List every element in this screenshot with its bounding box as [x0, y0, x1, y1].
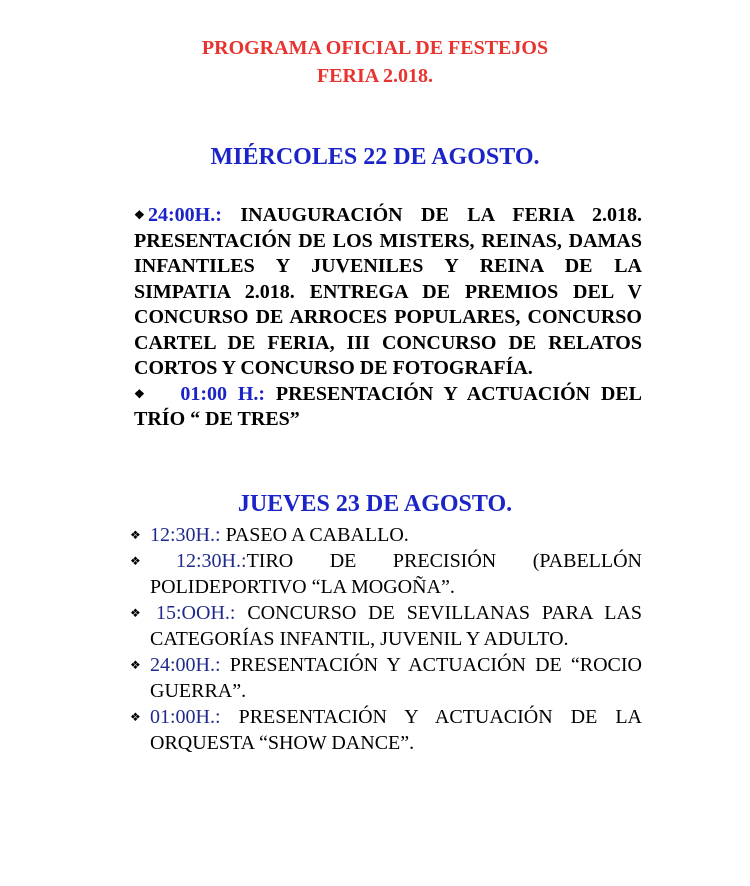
- event-time: 12:30H.:: [176, 550, 247, 572]
- event-time: 01:00 H.:: [180, 382, 266, 405]
- diamond-dots-icon: ❖: [134, 208, 145, 222]
- event-text: PRESENTACIÓN Y ACTUACIÓN DE “ROCIO GUERRA”.: [150, 654, 642, 702]
- event-text: TIRO DE PRECISIÓN (PABELLÓN POLIDEPORTIVO “LA MOGOÑA”.: [150, 550, 642, 598]
- event-item: [130, 522, 642, 548]
- event-text: PASEO A CABALLO.: [225, 524, 409, 546]
- diamond-dots-icon: ❖: [130, 710, 141, 724]
- diamond-dots-icon: ❖: [134, 386, 145, 401]
- program-subtitle: FERIA 2.018.: [316, 65, 434, 87]
- event-time: 15:OOH.:: [156, 602, 236, 624]
- diamond-dots-icon: ❖: [130, 554, 141, 568]
- event-item: [134, 203, 642, 382]
- event-item: [130, 652, 642, 704]
- thursday-events: [130, 522, 642, 756]
- program-title: PROGRAMA OFICIAL DE FESTEJOS: [201, 37, 549, 59]
- event-time: 12:30H.:: [150, 524, 221, 546]
- event-text: PRESENTACIÓN Y ACTUACIÓN DE LA ORQUESTA “SHOW DANCE”.: [150, 706, 642, 754]
- diamond-dots-icon: ❖: [130, 528, 141, 542]
- wednesday-title: MIÉRCOLES 22 DE AGOSTO.: [210, 144, 540, 170]
- thursday-title: JUEVES 23 DE AGOSTO.: [237, 491, 513, 517]
- event-time: 24:00H.:: [150, 654, 221, 676]
- diamond-dots-icon: ❖: [130, 606, 141, 620]
- diamond-dots-icon: ❖: [130, 658, 141, 672]
- event-item: [134, 382, 642, 433]
- event-time: 24:00H.:: [148, 204, 222, 226]
- event-item: [130, 704, 642, 756]
- event-item: [130, 600, 642, 652]
- event-text: CONCURSO DE SEVILLANAS PARA LAS CATEGORÍAS INFANTIL, JUVENIL Y ADULTO.: [150, 602, 642, 650]
- wednesday-events: [134, 203, 642, 433]
- event-text: INAUGURACIÓN DE LA FERIA 2.018. PRESENTACIÓN DE LOS MISTERS, REINAS, DAMAS INFANTILES Y JUVENILES Y REINA DE LA SIMPATIA 2.018. ENTREGA DE PREMIOS DEL V CONCURSO DE ARROCES POPULARES, CONCURSO CARTEL DE FERIA, III CONCURSO DE RELATOS CORTOS Y CONCURSO DE FOTOGRAFÍA.: [134, 204, 643, 379]
- event-text: PRESENTACIÓN Y ACTUACIÓN DEL TRÍO “ DE TRES”: [134, 382, 642, 430]
- event-item: [130, 548, 642, 600]
- event-time: 01:00H.:: [150, 706, 221, 728]
